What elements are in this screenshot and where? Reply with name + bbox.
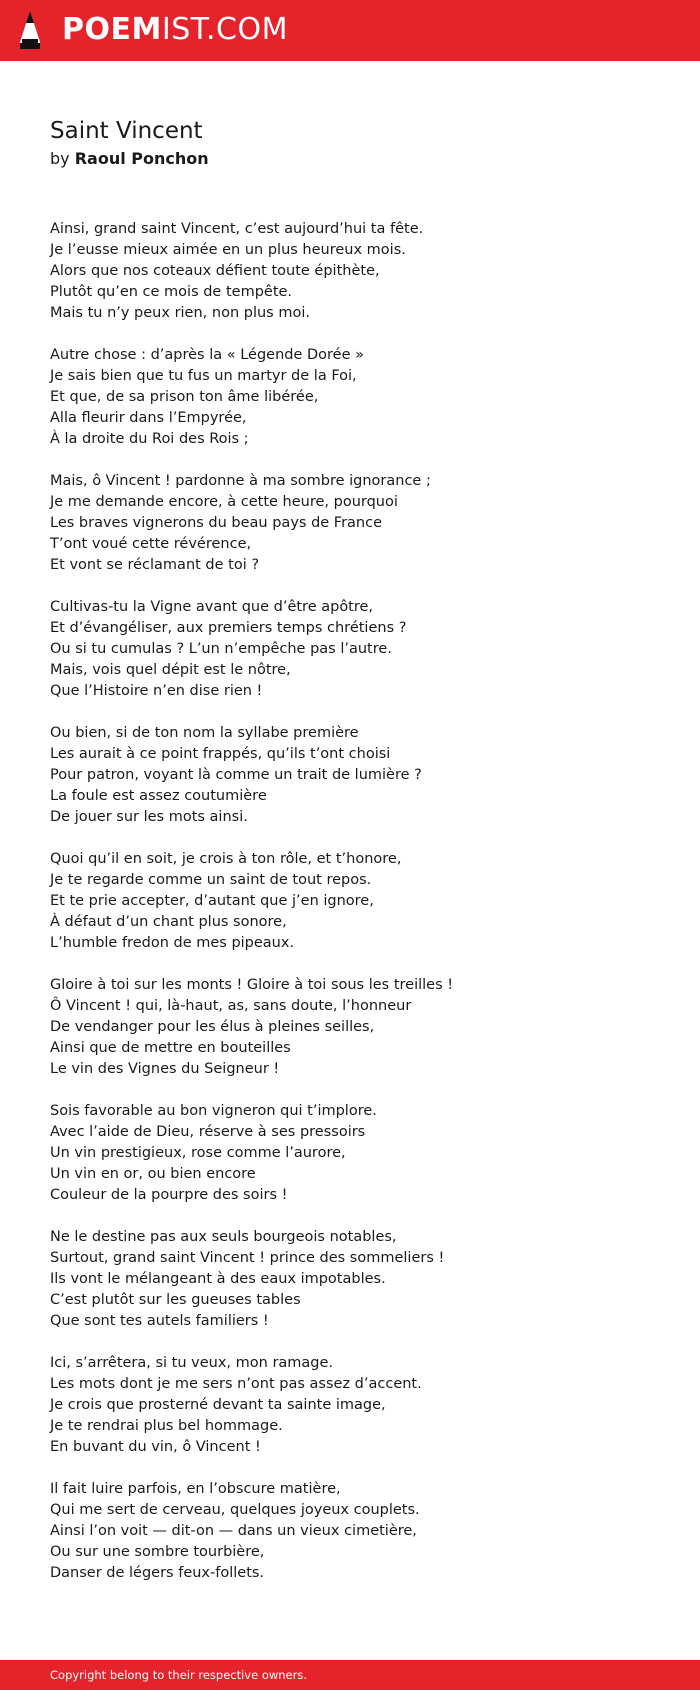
poem-line: Un vin en or, ou bien encore [50, 1166, 256, 1182]
poem-line: Je me demande encore, à cette heure, pourquoi [50, 494, 398, 510]
site-logo-link[interactable] [62, 11, 288, 49]
poem-line: Je crois que prosterné devant ta sainte image, [50, 1397, 386, 1413]
poem-line: Mais tu n’y peux rien, non plus moi. [50, 305, 310, 321]
poem-line: Mais, ô Vincent ! pardonne à ma sombre ignorance ; [50, 473, 431, 489]
poem-line: Ne le destine pas aux seuls bourgeois notables, [50, 1229, 397, 1245]
poem-line: Alla fleurir dans l’Empyrée, [50, 410, 247, 426]
poem-stanza [50, 1101, 670, 1206]
poem-line: Mais, vois quel dépit est le nôtre, [50, 662, 291, 678]
poem-line: Et te prie accepter, d’autant que j’en ignore, [50, 893, 374, 909]
poem-line: Cultivas-tu la Vigne avant que d’être apôtre, [50, 599, 374, 615]
poem-line: Qui me sert de cerveau, quelques joyeux couplets. [50, 1502, 420, 1518]
poem-line: Et d’évangéliser, aux premiers temps chrétiens ? [50, 620, 407, 636]
poem-line: Avec l’aide de Dieu, réserve à ses pressoirs [50, 1124, 366, 1140]
logo-bold-text: POEM [62, 12, 162, 47]
poem-line: En buvant du vin, ô Vincent ! [50, 1439, 261, 1455]
poem-line: T’ont voué cette révérence, [50, 536, 252, 552]
poem-line: Un vin prestigieux, rose comme l’aurore, [50, 1145, 346, 1161]
byline-prefix: by [50, 149, 70, 168]
poem-line: Quoi qu’il en soit, je crois à ton rôle, et t’honore, [50, 851, 402, 867]
poem-line: Pour patron, voyant là comme un trait de lumière ? [50, 767, 422, 783]
poem-line: Je l’eusse mieux aimée en un plus heureux mois. [50, 242, 406, 258]
poem-line: Que sont tes autels familiers ! [50, 1313, 269, 1329]
poem-line: À la droite du Roi des Rois ; [50, 431, 249, 447]
poem-line: Plutôt qu’en ce mois de tempête. [50, 284, 293, 300]
poem-line: Ou si tu cumulas ? L’un n’empêche pas l’autre. [50, 641, 392, 657]
poem-line: Autre chose : d’après la « Légende Dorée » [50, 347, 365, 363]
poem-stanza [50, 1479, 670, 1584]
poem-line: Gloire à toi sur les monts ! Gloire à toi sous les treilles ! [50, 977, 454, 993]
copyright-text: Copyright belong to their respective owners. [50, 1668, 308, 1682]
poem-line: Que l’Histoire n’en dise rien ! [50, 683, 263, 699]
poem-line: Alors que nos coteaux défient toute épithète, [50, 263, 380, 279]
poem-line: C’est plutôt sur les gueuses tables [50, 1292, 301, 1308]
poem-line: Les mots dont je me sers n’ont pas assez d’accent. [50, 1376, 422, 1392]
poem-body [50, 219, 670, 1605]
poem-line: Il fait luire parfois, en l’obscure matière, [50, 1481, 341, 1497]
poem-line: Ainsi, grand saint Vincent, c’est aujourd’hui ta fête. [50, 221, 424, 237]
poem-stanza [50, 597, 670, 702]
poem-line: Ainsi l’on voit — dit-on — dans un vieux cimetière, [50, 1523, 417, 1539]
poem-byline [50, 148, 209, 170]
poem-stanza [50, 219, 670, 324]
poem-line: Ils vont le mélangeant à des eaux impotables. [50, 1271, 386, 1287]
pencil-tip-icon [19, 10, 41, 50]
poem-stanza [50, 471, 670, 576]
poem-line: La foule est assez coutumière [50, 788, 267, 804]
poem-line: Surtout, grand saint Vincent ! prince des sommeliers ! [50, 1250, 445, 1266]
poem-stanza [50, 723, 670, 828]
poem-line: L’humble fredon de mes pipeaux. [50, 935, 295, 951]
poem-line: Ici, s’arrêtera, si tu veux, mon ramage. [50, 1355, 334, 1371]
logo-light-text: IST.COM [161, 12, 288, 47]
poem-line: Je te regarde comme un saint de tout repos. [50, 872, 372, 888]
poem-line: Je sais bien que tu fus un martyr de la Foi, [50, 368, 357, 384]
poem-stanza [50, 849, 670, 954]
poem-title: Saint Vincent [50, 118, 203, 144]
site-header [0, 0, 700, 61]
poem-line: Ô Vincent ! qui, là-haut, as, sans doute, l’honneur [50, 998, 412, 1014]
author-name: Raoul Ponchon [74, 149, 209, 168]
poem-line: Ou sur une sombre tourbière, [50, 1544, 265, 1560]
poem-line: Et que, de sa prison ton âme libérée, [50, 389, 319, 405]
poem-line: De jouer sur les mots ainsi. [50, 809, 248, 825]
poem-line: Danser de légers feux-follets. [50, 1565, 265, 1581]
poem-line: Le vin des Vignes du Seigneur ! [50, 1061, 280, 1077]
poem-line: Les braves vignerons du beau pays de France [50, 515, 383, 531]
poem-line: Couleur de la pourpre des soirs ! [50, 1187, 288, 1203]
poem-line: Les aurait à ce point frappés, qu’ils t’ont choisi [50, 746, 391, 762]
poem-stanza [50, 975, 670, 1080]
poem-line: Sois favorable au bon vigneron qui t’implore. [50, 1103, 377, 1119]
poem-stanza [50, 1227, 670, 1332]
poem-line: Et vont se réclamant de toi ? [50, 557, 260, 573]
poem-stanza [50, 345, 670, 450]
poem-line: De vendanger pour les élus à pleines seilles, [50, 1019, 375, 1035]
poem-line: Ou bien, si de ton nom la syllabe première [50, 725, 359, 741]
site-footer [0, 1660, 700, 1690]
poem-stanza [50, 1353, 670, 1458]
poem-line: Je te rendrai plus bel hommage. [50, 1418, 283, 1434]
poem-line: Ainsi que de mettre en bouteilles [50, 1040, 291, 1056]
poem-line: À défaut d’un chant plus sonore, [50, 914, 287, 930]
